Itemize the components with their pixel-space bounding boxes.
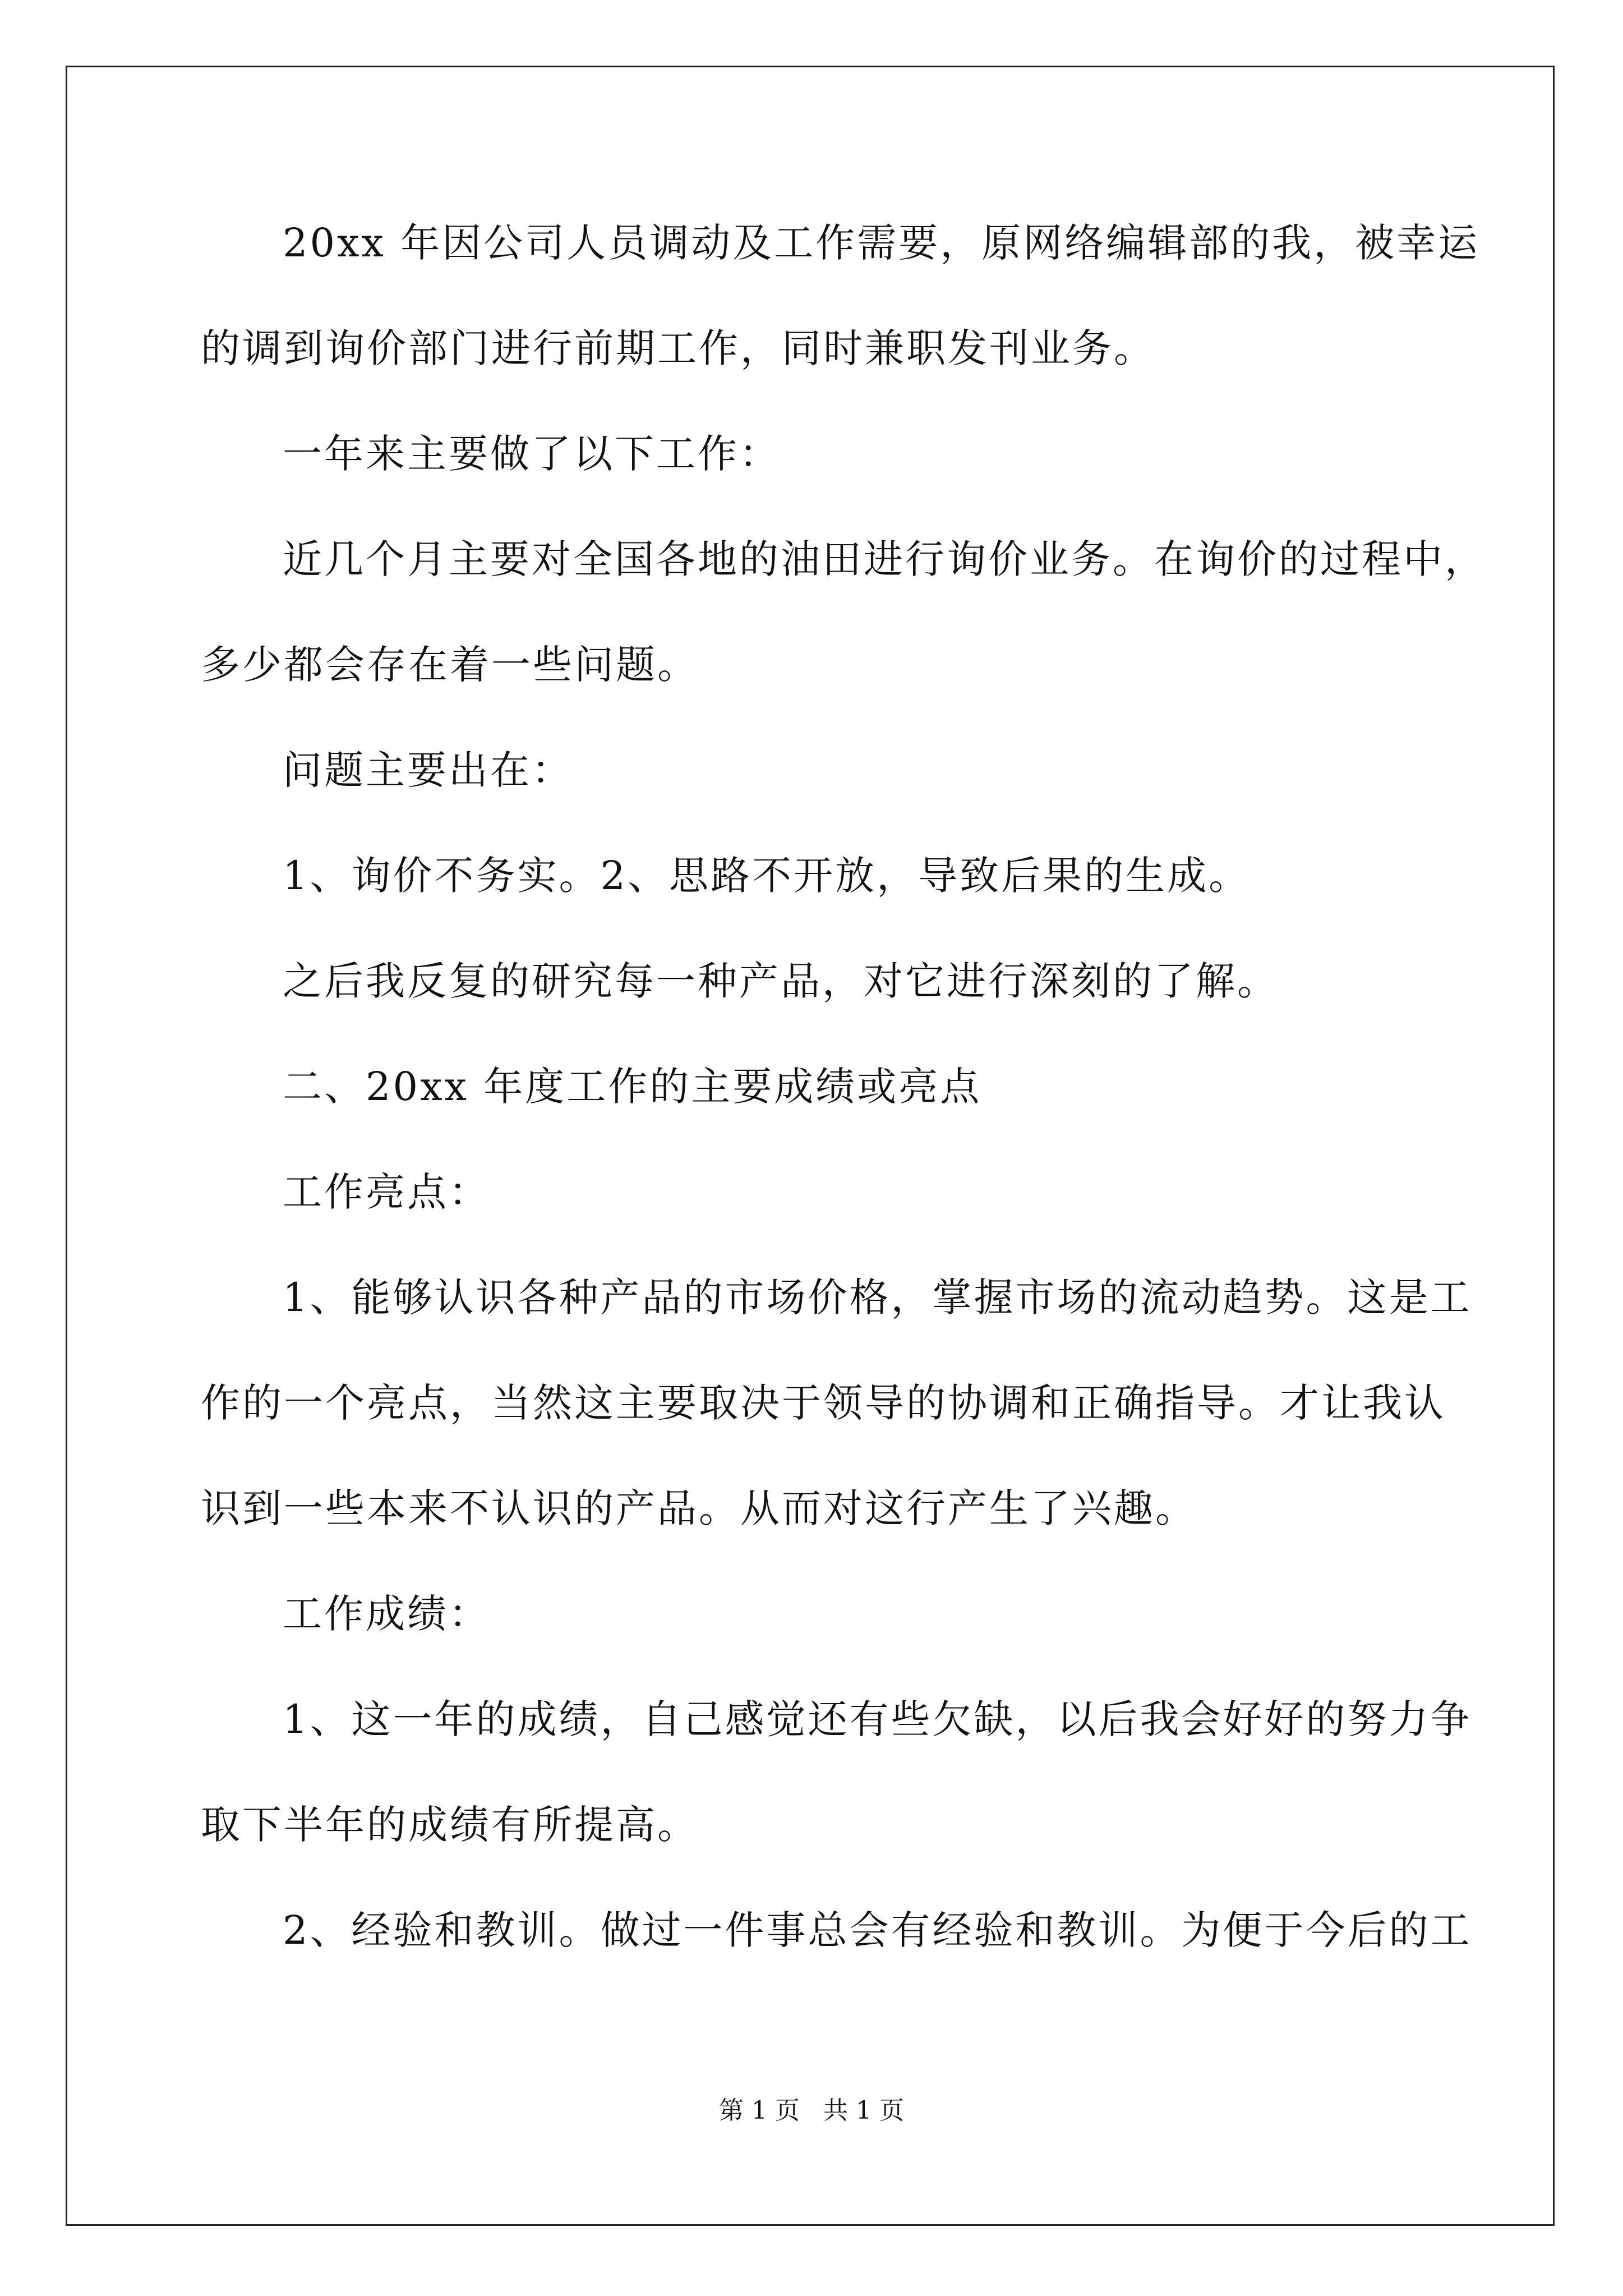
paragraph-10-line-1: 1、这一年的成绩，自己感觉还有些欠缺，以后我会好好的努力争 xyxy=(283,1696,1472,1742)
paragraph-1-line-2: 的调到询价部门进行前期工作，同时兼职发刊业务。 xyxy=(201,325,1155,371)
section-heading: 二、20xx 年度工作的主要成绩或亮点 xyxy=(283,1064,982,1110)
page-footer: 第 1 页 共 1 页 xyxy=(719,2096,904,2125)
paragraph-9: 工作成绩： xyxy=(283,1591,490,1637)
paragraph-8-line-1: 1、能够认识各种产品的市场价格，掌握市场的流动趋势。这是工 xyxy=(283,1274,1472,1320)
paragraph-8-line-3: 识到一些本来不认识的产品。从而对这行产生了兴趣。 xyxy=(201,1485,1197,1531)
paragraph-2: 一年来主要做了以下工作： xyxy=(283,431,781,477)
paragraph-4: 问题主要出在： xyxy=(283,747,573,793)
paragraph-8-line-2: 作的一个亮点，当然这主要取决于领导的协调和正确指导。才让我认 xyxy=(201,1380,1446,1426)
paragraph-1-line-1: 20xx 年因公司人员调动及工作需要，原网络编辑部的我，被幸运 xyxy=(283,220,1480,266)
page-border xyxy=(66,66,1555,2226)
paragraph-5: 1、询价不务实。2、思路不开放，导致后果的生成。 xyxy=(283,853,1251,899)
paragraph-10-line-2: 取下半年的成绩有所提高。 xyxy=(201,1802,699,1848)
paragraph-3-line-2: 多少都会存在着一些问题。 xyxy=(201,642,699,688)
paragraph-3-line-1: 近几个月主要对全国各地的油田进行询价业务。在询价的过程中， xyxy=(283,536,1486,582)
paragraph-6: 之后我反复的研究每一种产品，对它进行深刻的了解。 xyxy=(283,958,1279,1004)
paragraph-11-line-1: 2、经验和教训。做过一件事总会有经验和教训。为便于今后的工 xyxy=(283,1907,1472,1953)
paragraph-7: 工作亮点： xyxy=(283,1169,490,1215)
